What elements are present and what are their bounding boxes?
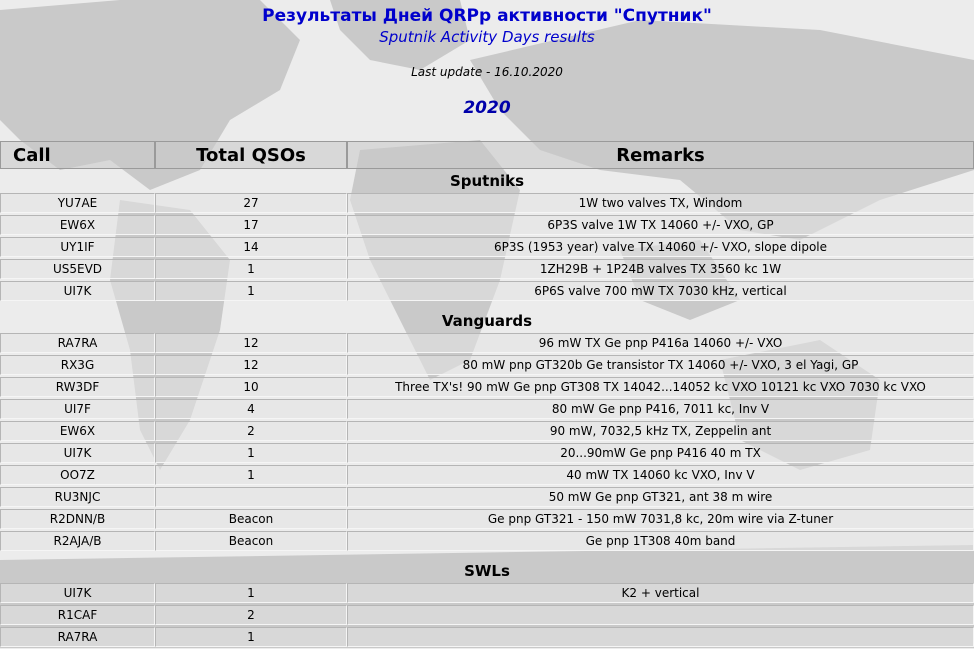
section-gap-cell bbox=[0, 553, 974, 559]
call-cell: R2DNN/B bbox=[0, 509, 155, 529]
remarks-cell: 1W two valves TX, Windom bbox=[347, 193, 974, 213]
last-update-text: Last update - 16.10.2020 bbox=[411, 65, 563, 79]
section-header-row bbox=[0, 561, 974, 581]
remarks-cell: 96 mW TX Ge pnp P416a 14060 +/- VXO bbox=[347, 333, 974, 353]
remarks-cell: 40 mW TX 14060 kc VXO, Inv V bbox=[347, 465, 974, 485]
section-header-row bbox=[0, 311, 974, 331]
qsos-cell: 1 bbox=[155, 627, 347, 647]
column-header-remarks: Remarks bbox=[347, 141, 974, 169]
remarks-cell: Ge pnp GT321 - 150 mW 7031,8 kc, 20m wire via Z-tuner bbox=[347, 509, 974, 529]
table-row bbox=[0, 281, 974, 301]
remarks-cell: 20...90mW Ge pnp P416 40 m TX bbox=[347, 443, 974, 463]
page-subtitle: Sputnik Activity Days results bbox=[379, 28, 595, 46]
call-cell: RU3NJC bbox=[0, 487, 155, 507]
table-row bbox=[0, 377, 974, 397]
remarks-cell: Three TX's! 90 mW Ge pnp GT308 TX 14042...14052 kc VXO 10121 kc VXO 7030 kc VXO bbox=[347, 377, 974, 397]
table-row bbox=[0, 237, 974, 257]
section-gap-cell bbox=[0, 303, 974, 309]
section-title: SWLs bbox=[464, 562, 510, 580]
qsos-cell: 2 bbox=[155, 421, 347, 441]
qsos-cell: 1 bbox=[155, 259, 347, 279]
table-row bbox=[0, 193, 974, 213]
call-cell: OO7Z bbox=[0, 465, 155, 485]
section-gap bbox=[0, 303, 974, 309]
column-header-total-qsos: Total QSOs bbox=[155, 141, 347, 169]
remarks-cell: 80 mW Ge pnp P416, 7011 kc, Inv V bbox=[347, 399, 974, 419]
section-title: Sputniks bbox=[449, 172, 525, 190]
table-row bbox=[0, 465, 974, 485]
call-cell: YU7AE bbox=[0, 193, 155, 213]
table-row bbox=[0, 333, 974, 353]
table-row bbox=[0, 421, 974, 441]
remarks-cell bbox=[347, 627, 974, 647]
qsos-cell: 4 bbox=[155, 399, 347, 419]
qsos-cell: 2 bbox=[155, 605, 347, 625]
section-title: Vanguards bbox=[441, 312, 533, 330]
qsos-cell: 17 bbox=[155, 215, 347, 235]
call-cell: RA7RA bbox=[0, 627, 155, 647]
remarks-cell: Ge pnp 1T308 40m band bbox=[347, 531, 974, 551]
remarks-cell: 80 mW pnp GT320b Ge transistor TX 14060 +/- VXO, 3 el Yagi, GP bbox=[347, 355, 974, 375]
table-header-row bbox=[0, 141, 974, 169]
results-table bbox=[0, 139, 974, 649]
remarks-cell: 1ZH29B + 1P24B valves TX 3560 kc 1W bbox=[347, 259, 974, 279]
table-row bbox=[0, 509, 974, 529]
qsos-cell: 27 bbox=[155, 193, 347, 213]
qsos-cell: Beacon bbox=[155, 531, 347, 551]
table-row bbox=[0, 215, 974, 235]
call-cell: RA7RA bbox=[0, 333, 155, 353]
qsos-cell: 1 bbox=[155, 443, 347, 463]
qsos-cell: 12 bbox=[155, 355, 347, 375]
qsos-cell: 14 bbox=[155, 237, 347, 257]
table-row bbox=[0, 259, 974, 279]
remarks-cell: K2 + vertical bbox=[347, 583, 974, 603]
remarks-cell: 6P3S (1953 year) valve TX 14060 +/- VXO, slope dipole bbox=[347, 237, 974, 257]
remarks-cell bbox=[347, 605, 974, 625]
call-cell: UI7K bbox=[0, 443, 155, 463]
remarks-cell: 6P6S valve 700 mW TX 7030 kHz, vertical bbox=[347, 281, 974, 301]
results-body bbox=[0, 171, 974, 647]
call-cell: RW3DF bbox=[0, 377, 155, 397]
table-row bbox=[0, 605, 974, 625]
table-row bbox=[0, 583, 974, 603]
call-cell: RX3G bbox=[0, 355, 155, 375]
table-row bbox=[0, 399, 974, 419]
call-cell: R1CAF bbox=[0, 605, 155, 625]
table-row bbox=[0, 443, 974, 463]
call-cell: R2AJA/B bbox=[0, 531, 155, 551]
year-heading: 2020 bbox=[463, 98, 511, 118]
remarks-cell: 6P3S valve 1W TX 14060 +/- VXO, GP bbox=[347, 215, 974, 235]
qsos-cell: 12 bbox=[155, 333, 347, 353]
qsos-cell: 10 bbox=[155, 377, 347, 397]
remarks-cell: 50 mW Ge pnp GT321, ant 38 m wire bbox=[347, 487, 974, 507]
remarks-cell: 90 mW, 7032,5 kHz TX, Zeppelin ant bbox=[347, 421, 974, 441]
call-cell: UI7K bbox=[0, 583, 155, 603]
qsos-cell: 1 bbox=[155, 465, 347, 485]
call-cell: EW6X bbox=[0, 421, 155, 441]
section-gap bbox=[0, 553, 974, 559]
table-row bbox=[0, 487, 974, 507]
table-row bbox=[0, 627, 974, 647]
page-title: Результаты Дней QRPp активности "Спутник" bbox=[262, 6, 712, 26]
call-cell: EW6X bbox=[0, 215, 155, 235]
call-cell: UI7K bbox=[0, 281, 155, 301]
column-header-call: Call bbox=[0, 141, 155, 169]
call-cell: US5EVD bbox=[0, 259, 155, 279]
call-cell: UI7F bbox=[0, 399, 155, 419]
table-row bbox=[0, 531, 974, 551]
section-header-row bbox=[0, 171, 974, 191]
qsos-cell bbox=[155, 487, 347, 507]
qsos-cell: 1 bbox=[155, 281, 347, 301]
table-row bbox=[0, 355, 974, 375]
qsos-cell: Beacon bbox=[155, 509, 347, 529]
qsos-cell: 1 bbox=[155, 583, 347, 603]
call-cell: UY1IF bbox=[0, 237, 155, 257]
